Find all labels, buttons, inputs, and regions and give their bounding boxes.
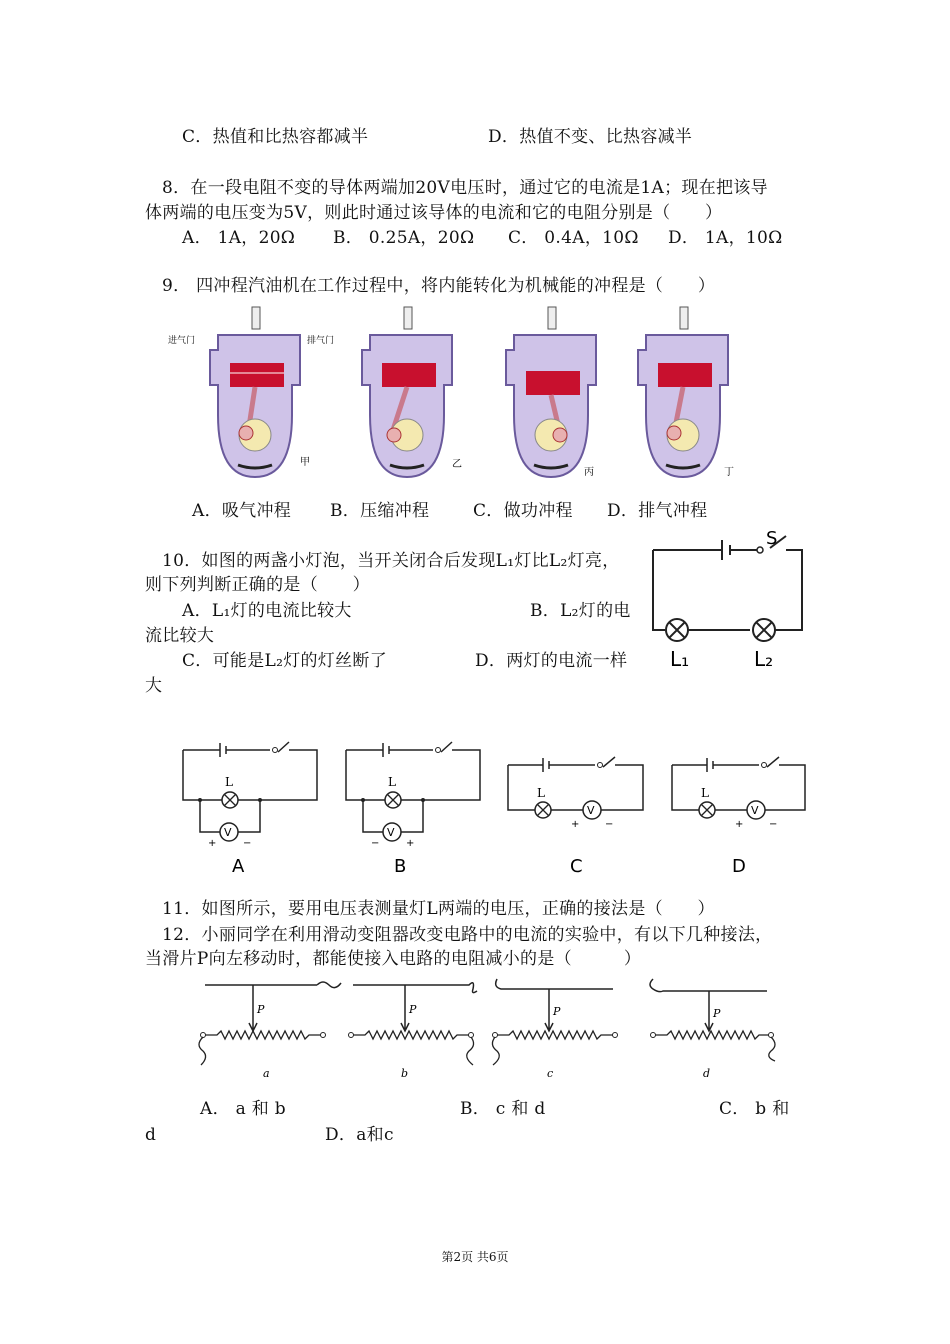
q10-stem-line1: 10．如图的两盏小灯泡，当开关闭合后发现L₁灯比L₂灯亮， <box>162 551 620 571</box>
q8-option-c: C． 0.4A，10Ω <box>508 228 639 248</box>
rheostat-label-c: c <box>547 1067 554 1080</box>
q12-option-c: C． b 和 <box>719 1099 790 1119</box>
q10-option-d-cont: 大 <box>145 676 163 696</box>
circuit-c <box>508 757 643 877</box>
q11-stem: 11．如图所示，要用电压表测量灯L两端的电压，正确的接法是（ ） <box>162 899 715 919</box>
svg-text:V: V <box>751 804 759 817</box>
q12-stem-line2: 当滑片P向左移动时，都能使接入电路的电阻减小的是（ ） <box>145 949 642 969</box>
svg-text:+: + <box>406 838 415 849</box>
q12-option-b: B． c 和 d <box>460 1099 546 1119</box>
rheostat-label-b: b <box>401 1067 409 1080</box>
svg-text:P: P <box>409 1003 417 1016</box>
circuit-label-d: D <box>732 856 746 877</box>
engine-stroke-diagrams <box>200 305 800 485</box>
q7-option-c: C．热值和比热容都减半 <box>182 127 369 147</box>
circuit-label-c: C <box>570 856 583 877</box>
svg-text:−: − <box>371 838 380 849</box>
q7-option-d: D．热值不变、比热容减半 <box>488 127 693 147</box>
page-footer: 第2页 共6页 <box>441 1250 509 1264</box>
circuit-b <box>346 742 480 877</box>
rheostat-label-d: d <box>703 1067 711 1080</box>
label-intake-valve: 进气门 <box>168 336 196 346</box>
svg-text:L: L <box>225 775 233 789</box>
svg-text:P: P <box>257 1003 265 1016</box>
q9-option-b: B．压缩冲程 <box>330 501 430 521</box>
engine-ding <box>638 307 734 478</box>
q10-stem-line2: 则下列判断正确的是（ ） <box>145 575 370 595</box>
svg-text:L: L <box>537 786 545 800</box>
q8-option-b: B． 0.25A，20Ω <box>333 228 475 248</box>
svg-text:+: + <box>208 838 217 849</box>
svg-text:+: + <box>571 819 580 830</box>
svg-text:V: V <box>224 826 232 839</box>
circuit-a <box>183 742 317 877</box>
rheostat-c <box>492 979 617 1080</box>
q10-option-a: A．L₁灯的电流比较大 <box>182 601 352 621</box>
q10-option-b: B．L₂灯的电 <box>530 601 631 621</box>
q10-option-d: D．两灯的电流一样 <box>475 651 628 671</box>
q8-stem-line1: 8．在一段电阻不变的导体两端加20V电压时，通过它的电流是1A；现在把该导 <box>162 178 768 198</box>
engine-label-jia: 甲 <box>300 457 310 468</box>
q9-option-d: D．排气冲程 <box>607 501 708 521</box>
lamp-l2 <box>753 619 775 641</box>
rheostat-b <box>349 983 478 1080</box>
q9-option-a: A．吸气冲程 <box>192 501 292 521</box>
label-exhaust-valve: 排气门 <box>307 336 335 346</box>
q8-option-d: D． 1A，10Ω <box>668 228 783 248</box>
circuit-label-a: A <box>232 856 245 877</box>
lamp-l1 <box>666 619 688 641</box>
q10-option-b-cont: 流比较大 <box>145 626 215 646</box>
lamp2-label: L₂ <box>754 647 774 671</box>
q8-stem-line2: 体两端的电压变为5V，则此时通过该导体的电流和它的电阻分别是（ ） <box>145 203 723 223</box>
lamp1-label: L₁ <box>670 647 690 671</box>
svg-text:P: P <box>553 1005 561 1018</box>
q12-option-a: A． a 和 b <box>200 1099 286 1119</box>
engine-yi <box>362 307 462 477</box>
engine-bing <box>506 307 596 478</box>
q10-circuit-diagram <box>650 530 810 675</box>
circuit-label-b: B <box>394 856 407 877</box>
q9-stem: 9． 四冲程汽油机在工作过程中，将内能转化为机械能的冲程是（ ） <box>162 276 716 296</box>
q12-option-d: D．a和c <box>325 1125 394 1145</box>
svg-text:−: − <box>243 838 252 849</box>
q12-stem-line1: 12．小丽同学在利用滑动变阻器改变电路中的电流的实验中，有以下几种接法， <box>162 925 773 945</box>
svg-text:+: + <box>735 819 744 830</box>
q12-option-c-cont: d <box>145 1125 157 1145</box>
rheostat-a <box>199 982 341 1080</box>
svg-text:L: L <box>701 786 709 800</box>
engine-jia <box>210 307 310 477</box>
rheostat-label-a: a <box>263 1067 270 1080</box>
switch-label: S <box>766 528 778 549</box>
circuit-d <box>672 757 805 877</box>
svg-text:−: − <box>605 819 614 830</box>
q9-option-c: C．做功冲程 <box>473 501 573 521</box>
engine-label-yi: 乙 <box>452 459 462 470</box>
q12-rheostat-diagrams <box>195 975 795 1090</box>
q8-option-a: A． 1A，20Ω <box>182 228 296 248</box>
q10-option-c: C．可能是L₂灯的灯丝断了 <box>182 651 388 671</box>
q11-circuit-diagrams <box>175 740 815 880</box>
svg-text:−: − <box>769 819 778 830</box>
svg-text:L: L <box>388 775 396 789</box>
svg-text:V: V <box>587 804 595 817</box>
svg-text:V: V <box>387 826 395 839</box>
svg-text:P: P <box>713 1007 721 1020</box>
engine-label-bing: 丙 <box>584 467 594 478</box>
rheostat-d <box>650 979 775 1080</box>
engine-label-ding: 丁 <box>724 467 734 478</box>
